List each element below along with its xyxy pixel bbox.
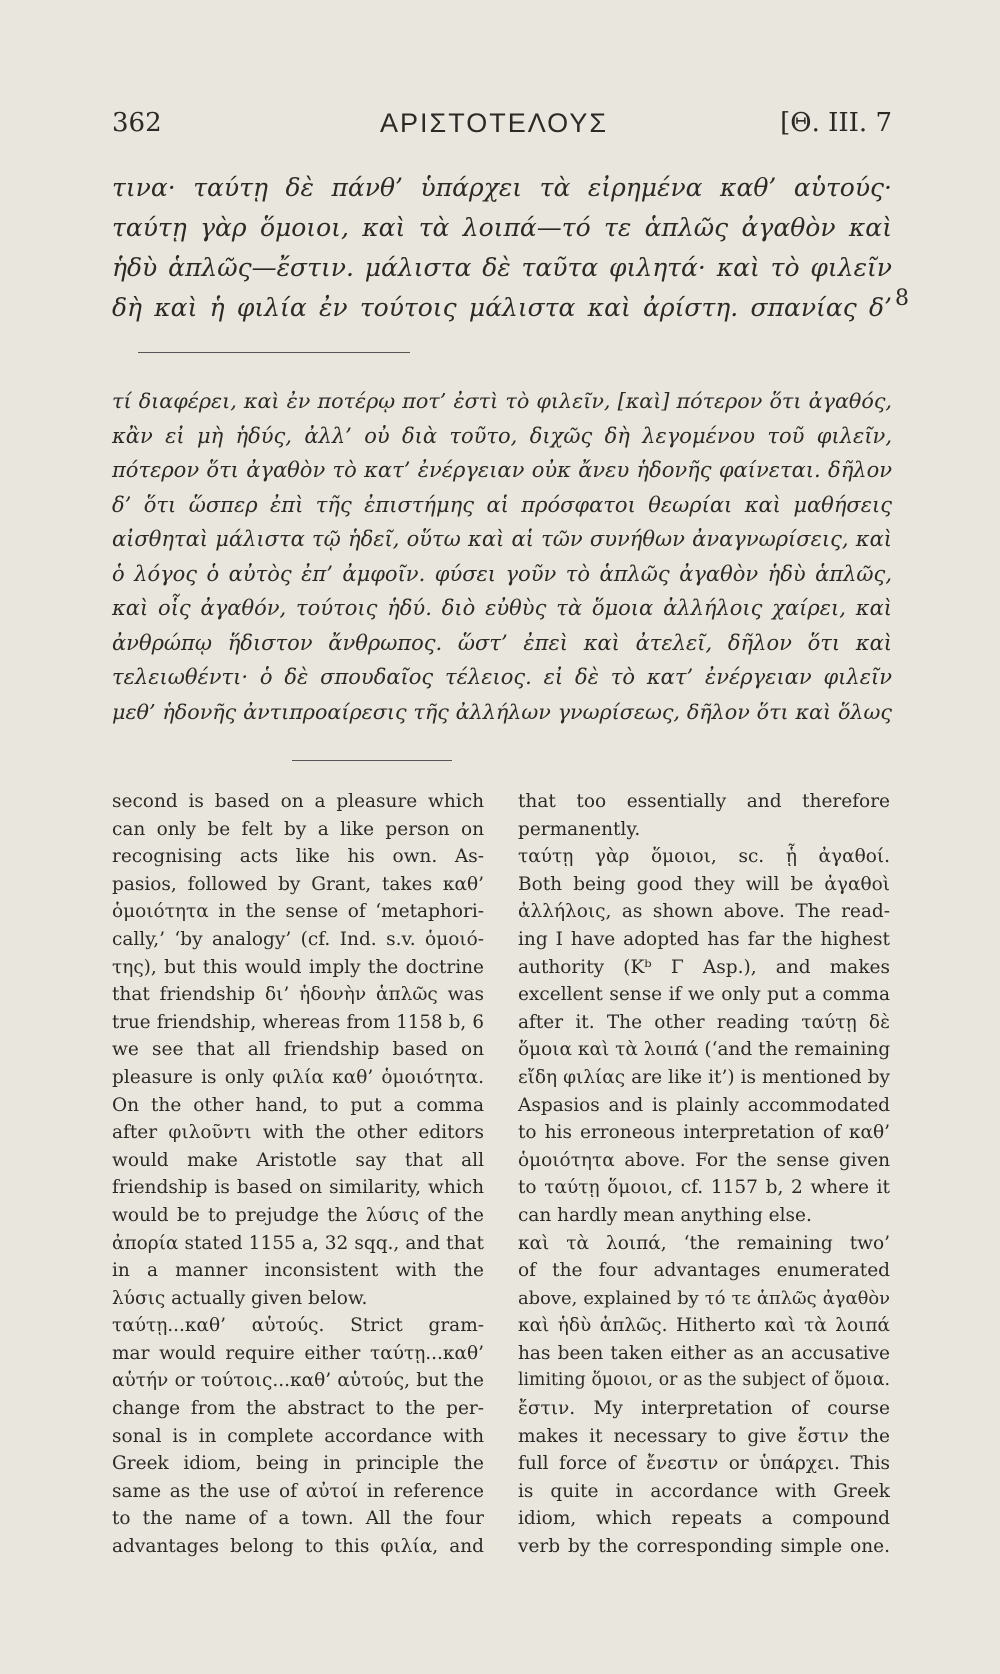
commentary-line: after it. The other reading ταύτῃ δὲ xyxy=(518,1011,890,1033)
commentary-line: ταύτῃ γὰρ ὅμοιοι, sc. ᾗ ἀγαθοί. xyxy=(518,846,890,868)
text-line: ἡδὺ ἁπλῶς—ἔστιν. μάλιστα δὲ ταῦτα φιλητά· καὶ τὸ φιλεῖν xyxy=(112,253,892,282)
note-line: κἂν εἰ μὴ ἡδύς, ἀλλ’ οὐ διὰ τοῦτο, διχῶς δὴ λεγομένου τοῦ φιλεῖν, xyxy=(112,423,892,448)
commentary-line: to the name of a town. All the four xyxy=(112,1508,484,1530)
note-line: μεθ’ ἡδονῆς ἀντιπροαίρεσις τῆς ἀλλήλων γνωρίσεως, δῆλον ὅτι καὶ ὅλως xyxy=(112,699,892,724)
commentary-line: permanently. xyxy=(518,818,641,840)
commentary-line: would be to prejudge the λύσις of the xyxy=(112,1204,484,1226)
commentary-line: limiting ὅμοιοι, or as the subject of ὅμοια. xyxy=(518,1370,890,1391)
note-line: καὶ οἷς ἀγαθόν, τούτοις ἡδύ. διὸ εὐθὺς τὰ ὅμοια ἀλλήλοις χαίρει, καὶ xyxy=(112,596,892,620)
commentary-line: Greek idiom, being in principle the xyxy=(112,1453,484,1475)
commentary-line: that friendship δι’ ἡδονὴν ἁπλῶς was xyxy=(112,984,484,1006)
commentary-line: ὁμοιότητα in the sense of ‘metaphori- xyxy=(112,901,484,923)
commentary-line: verb by the corresponding simple one. xyxy=(518,1536,890,1558)
commentary-line: makes it necessary to give ἔστιν the xyxy=(518,1425,890,1447)
commentary-line: that too essentially and therefore xyxy=(518,791,890,812)
section-reference: [Θ. III. 7 xyxy=(780,108,892,138)
commentary-line: friendship is based on similarity, which xyxy=(112,1177,484,1199)
commentary-line: Aspasios and is plainly accommodated xyxy=(518,1094,890,1116)
page-number: 362 xyxy=(112,108,162,138)
page-header xyxy=(112,108,892,148)
commentary-line: in a manner inconsistent with the xyxy=(112,1260,484,1282)
note-line: αἰσθηταὶ μάλιστα τῷ ἡδεῖ, οὕτω καὶ αἱ τῶν συνήθων ἀναγνωρίσεις, καὶ xyxy=(112,527,892,551)
commentary-line: above, explained by τό τε ἁπλῶς ἀγαθὸν xyxy=(518,1287,890,1309)
commentary-left-column xyxy=(112,788,484,1561)
commentary-line: to his erroneous interpretation of καθ’ xyxy=(518,1122,890,1144)
text-line: δὴ καὶ ἡ φιλία ἐν τούτοις μάλιστα καὶ ἀρίστη. σπανίας δ’ xyxy=(112,293,892,322)
note-line: πότερον ὅτι ἀγαθὸν τὸ κατ’ ἐνέργειαν οὐκ ἄνευ ἡδονῆς φαίνεται. δῆλον xyxy=(112,458,892,482)
note-line: τί διαφέρει, καὶ ἐν ποτέρῳ ποτ’ ἐστὶ τὸ φιλεῖν, [καὶ] πότερον ὅτι ἀγαθός, xyxy=(112,389,892,413)
commentary-line: idiom, which repeats a compound xyxy=(518,1508,890,1530)
note-line: ἀνθρώπῳ ἥδιστον ἄνθρωπος. ὥστ’ ἐπεὶ καὶ ἀτελεῖ, δῆλον ὅτι καὶ xyxy=(112,630,892,655)
note-line: δ’ ὅτι ὥσπερ ἐπὶ τῆς ἐπιστήμης αἱ πρόσφατοι θεωρίαι καὶ μαθήσεις xyxy=(112,492,892,517)
commentary-line: excellent sense if we only put a comma xyxy=(518,984,890,1006)
margin-section-number: 8 xyxy=(895,286,909,311)
commentary-line: ἀπορία stated 1155 a, 32 sqq., and that xyxy=(112,1232,484,1254)
commentary-line: mar would require either ταύτῃ...καθ’ xyxy=(112,1342,484,1364)
commentary-line: can hardly mean anything else. xyxy=(518,1204,812,1226)
commentary-line: ταύτῃ...καθ’ αὑτούς. Strict gram- xyxy=(112,1315,484,1337)
commentary-line: after φιλοῦντι with the other editors xyxy=(112,1122,484,1144)
divider-rule xyxy=(138,352,410,353)
commentary-line: can only be felt by a like person on xyxy=(112,818,484,840)
commentary-right-column xyxy=(518,788,890,1561)
commentary-line: full force of ἔνεστιν or ὑπάρχει. This xyxy=(518,1453,890,1475)
commentary-line: we see that all friendship based on xyxy=(112,1039,484,1061)
text-line: τινα· ταύτῃ δὲ πάνθ’ ὑπάρχει τὰ εἰρημένα καθ’ αὑτούς· xyxy=(112,173,892,202)
commentary-line: cally,’ ‘by analogy’ (cf. Ind. s.v. ὁμοιό- xyxy=(112,928,484,950)
running-title: ΑΡΙΣΤΟΤΕΛΟΥΣ xyxy=(380,108,609,138)
commentary-line: ing I have adopted has far the highest xyxy=(518,928,890,950)
commentary-line: καὶ τὰ λοιπά, ‘the remaining two’ xyxy=(518,1232,890,1254)
main-greek-text xyxy=(112,168,892,328)
commentary-line: αὑτήν or τούτοις...καθ’ αὑτούς, but the xyxy=(112,1370,484,1392)
commentary-line: καὶ ἡδὺ ἁπλῶς. Hitherto καὶ τὰ λοιπά xyxy=(518,1315,890,1337)
note-line: ὁ λόγος ὁ αὐτὸς ἐπ’ ἀμφοῖν. φύσει γοῦν τὸ ἁπλῶς ἀγαθὸν ἡδὺ ἁπλῶς, xyxy=(112,561,892,586)
commentary-line: pleasure is only φιλία καθ’ ὁμοιότητα. xyxy=(112,1066,484,1088)
commentary-line: authority (Kᵇ Γ Asp.), and makes xyxy=(518,956,890,978)
text-line: ταύτῃ γὰρ ὅμοιοι, καὶ τὰ λοιπά—τό τε ἁπλῶς ἀγαθὸν καὶ xyxy=(112,213,892,242)
commentary-line: to ταύτῃ ὅμοιοι, cf. 1157 b, 2 where it xyxy=(518,1177,890,1199)
commentary-line: is quite in accordance with Greek xyxy=(518,1480,890,1502)
note-line: τελειωθέντι· ὁ δὲ σπουδαῖος τέλειος. εἰ δὲ τὸ κατ’ ἐνέργειαν φιλεῖν xyxy=(112,665,892,689)
commentary-line: ἔστιν. My interpretation of course xyxy=(518,1398,890,1420)
commentary-line: of the four advantages enumerated xyxy=(518,1260,890,1282)
commentary-line: would make Aristotle say that all xyxy=(112,1149,484,1171)
commentary-line: ἀλλήλοις, as shown above. The read- xyxy=(518,901,890,923)
commentary-line: pasios, followed by Grant, takes καθ’ xyxy=(112,873,484,895)
commentary-line: ὅμοια καὶ τὰ λοιπά (‘and the remaining xyxy=(518,1039,891,1061)
commentary-line: true friendship, whereas from 1158 b, 6 xyxy=(112,1011,484,1033)
commentary-line: Both being good they will be ἀγαθοὶ xyxy=(518,873,890,895)
commentary-line: λύσις actually given below. xyxy=(112,1287,368,1309)
commentary-line: has been taken either as an accusative xyxy=(518,1342,890,1364)
commentary-line: ὁμοιότητα above. For the sense given xyxy=(518,1149,890,1171)
commentary-line: εἴδη φιλίας are like it’) is mentioned by xyxy=(518,1066,890,1088)
commentary-line: της), but this would imply the doctrine xyxy=(112,956,484,978)
commentary-line: sonal is in complete accordance with xyxy=(112,1425,484,1447)
greek-note-text xyxy=(112,384,892,729)
divider-rule xyxy=(292,760,452,761)
commentary-line: recognising acts like his own. As- xyxy=(112,846,484,868)
commentary-line: On the other hand, to put a comma xyxy=(112,1094,484,1116)
commentary-line: second is based on a pleasure which xyxy=(112,791,484,812)
commentary-line: same as the use of αὐτοί in reference xyxy=(112,1480,484,1502)
commentary-line: advantages belong to this φιλία, and xyxy=(112,1536,484,1558)
commentary-line: change from the abstract to the per- xyxy=(112,1398,484,1420)
